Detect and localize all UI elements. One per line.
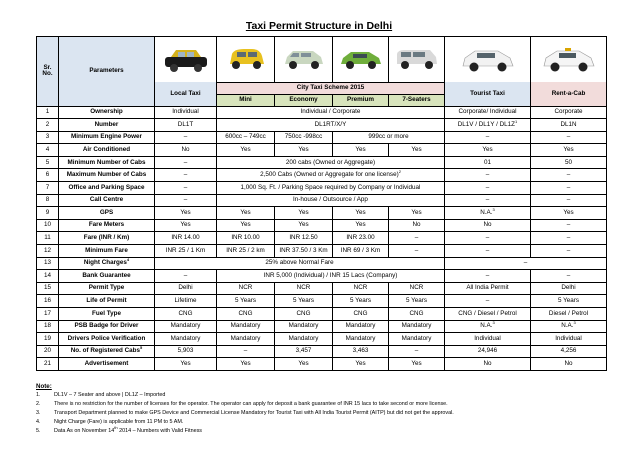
table-row [37,245,607,258]
cell-mini: Mandatory [217,320,275,333]
cell-seaters: Yes [389,207,445,220]
header-mini: Mini [217,94,275,106]
cell-tourist: – [445,295,531,308]
header-city-taxi-scheme: City Taxi Scheme 2015 [217,82,445,94]
row-parameter: Minimum Engine Power [59,131,155,144]
cell-local-city: 25% above Normal Fare [155,257,445,270]
rent-a-cab-car-icon [541,45,597,75]
cell-city: 1,000 Sq. Ft. / Parking Space required by Company or Individual [217,182,445,195]
row-parameter: Advertisement [59,358,155,371]
cell-local: Mandatory [155,333,217,346]
table-row [37,295,607,308]
row-parameter: Bank Guarantee [59,270,155,283]
cell-tourist: CNG / Diesel / Petrol [445,308,531,321]
row-number: 12 [37,245,59,258]
cell-mini: – [217,345,275,358]
row-parameter: GPS [59,207,155,220]
cell-mini: INR 10.00 [217,232,275,245]
cell-premium: Yes [333,144,389,157]
cell-rent [531,320,607,333]
economy-car-icon [281,46,327,72]
cell-economy: INR 37.50 / 3 Km [275,245,333,258]
table-row [37,270,607,283]
cell-tourist: – [445,131,531,144]
table-row [37,358,607,371]
premium-car-icon [338,46,384,72]
cell-seaters: – [389,232,445,245]
table-row [37,207,607,220]
cell-seaters: – [389,245,445,258]
cell-rent: Yes [531,144,607,157]
row-number: 9 [37,207,59,220]
cell-tourist-text: DL1V / DL1Y / DL1Z [457,120,516,128]
cell-city: DL1RT/X/Y [217,119,445,132]
cell-mini: Mandatory [217,333,275,346]
cell-premium: Yes [333,358,389,371]
note-item [36,418,606,427]
cell-tourist [445,207,531,220]
cell-local: INR 14.00 [155,232,217,245]
cell-local: Lifetime [155,295,217,308]
cell-economy: Mandatory [275,320,333,333]
note-text: Transport Department planned to make GPS Device and Commercial License Mandatory for Tourist Taxi with All India Tourist Permit (AITP) but did not get the approval. [54,410,454,416]
row-number: 18 [37,320,59,333]
cell-mini: Yes [217,219,275,232]
row-parameter-text: Night Charges [83,259,127,267]
cell-local: – [155,270,217,283]
row-parameter: PSB Badge for Driver [59,320,155,333]
mini-car-icon [224,46,268,72]
cell-tourist: – [445,245,531,258]
taxi-permit-table [36,36,607,371]
row-number: 21 [37,358,59,371]
cell-seaters: NCR [389,282,445,295]
table-row [37,282,607,295]
row-number: 20 [37,345,59,358]
cell-local: Yes [155,207,217,220]
cell-rent: – [531,182,607,195]
cell-premium: 3,463 [333,345,389,358]
row-parameter [59,257,155,270]
cell-seaters: Yes [389,358,445,371]
cell-tourist: Corporate/ Individual [445,106,531,119]
cell-rent: – [531,245,607,258]
cell-seaters: 5 Years [389,295,445,308]
cell-city: Individual / Corporate [217,106,445,119]
cell-tourist: No [445,358,531,371]
cell-local: – [155,156,217,169]
note-text: Night Charge (Fare) is applicable from 11 PM to 5 AM. [54,419,184,425]
cell-seaters: Mandatory [389,333,445,346]
cell-mini: 600cc – 749cc [217,131,275,144]
cell-premium: 5 Years [333,295,389,308]
table-row [37,345,607,358]
header-7-seaters: 7-Seaters [389,94,445,106]
note-number: 5. [36,428,41,434]
cell-local: Yes [155,358,217,371]
cell-tourist: All India Permit [445,282,531,295]
cell-seaters: Mandatory [389,320,445,333]
footnote-marker: 1 [515,118,518,124]
cell-local: Individual [155,106,217,119]
note-number: 2. [36,401,41,407]
cell-premium-seaters: 999cc or more [333,131,445,144]
row-number: 10 [37,219,59,232]
header-parameters: Parameters [59,37,155,107]
cell-seaters: – [389,345,445,358]
row-number: 3 [37,131,59,144]
cell-mini: INR 25 / 2 km [217,245,275,258]
row-parameter: Life of Permit [59,295,155,308]
row-parameter: Call Centre [59,194,155,207]
row-number: 5 [37,156,59,169]
note-number: 1. [36,392,41,398]
header-premium: Premium [333,94,389,106]
premium-picture [333,37,389,83]
cell-mini: Yes [217,358,275,371]
cell-economy: 3,457 [275,345,333,358]
cell-local: Delhi [155,282,217,295]
cell-local: DL1T [155,119,217,132]
row-number: 2 [37,119,59,132]
cell-mini: NCR [217,282,275,295]
cell-city: 200 cabs (Owned or Aggregate) [217,156,445,169]
footnote-marker: 4 [126,257,130,263]
ordinal-suffix: th [114,425,118,431]
cell-economy: INR 12.50 [275,232,333,245]
cell-tourist: Individual [445,333,531,346]
cell-economy: 5 Years [275,295,333,308]
cell-rent: – [531,169,607,182]
table-row [37,333,607,346]
table-row [37,232,607,245]
cell-economy: CNG [275,308,333,321]
row-number: 15 [37,282,59,295]
row-number: 11 [37,232,59,245]
cell-economy: NCR [275,282,333,295]
header-local-taxi: Local Taxi [155,82,217,106]
cell-rent: Individual [531,333,607,346]
cell-tourist-rent: – [445,257,607,270]
row-parameter: Minimum Number of Cabs [59,156,155,169]
row-parameter: Permit Type [59,282,155,295]
footnote-marker: 3 [573,320,576,326]
mini-picture [217,37,275,83]
cell-tourist: – [445,169,531,182]
row-parameter: Number [59,119,155,132]
footnote-marker: 3 [492,206,495,212]
cell-local: CNG [155,308,217,321]
row-number: 4 [37,144,59,157]
table-row [37,257,607,270]
cell-mini: CNG [217,308,275,321]
note-item [36,409,606,418]
table-row [37,320,607,333]
note-number: 3. [36,410,41,416]
row-parameter-text: No. of Registered Cabs [70,347,141,355]
cell-premium: Mandatory [333,320,389,333]
cell-seaters: CNG [389,308,445,321]
row-parameter: Maximum Number of Cabs [59,169,155,182]
cell-premium: Yes [333,219,389,232]
table-row [37,106,607,119]
header-economy: Economy [275,94,333,106]
table-row [37,169,607,182]
cell-seaters: No [389,219,445,232]
row-parameter: Office and Parking Space [59,182,155,195]
row-parameter: Fuel Type [59,308,155,321]
note-item [36,391,606,400]
cell-rent: Corporate [531,106,607,119]
cell-mini: 5 Years [217,295,275,308]
rent-a-cab-picture [531,37,607,83]
cell-economy: Yes [275,207,333,220]
cell-rent: – [531,131,607,144]
cell-economy: Mandatory [275,333,333,346]
footnote-marker: 3 [492,320,495,326]
note-item [36,400,606,409]
cell-local: 5,903 [155,345,217,358]
table-row [37,182,607,195]
table-row [37,194,607,207]
footnote-marker: 2 [398,169,401,175]
table-row [37,219,607,232]
row-number: 14 [37,270,59,283]
cell-tourist: – [445,232,531,245]
notes-heading: Note: [36,383,52,390]
cell-mini: Yes [217,144,275,157]
note-text [54,427,202,436]
tourist-taxi-car-icon [460,45,516,75]
cell-rent: – [531,232,607,245]
row-parameter: Fare (INR / Km) [59,232,155,245]
row-number: 7 [37,182,59,195]
cell-local: – [155,131,217,144]
cell-premium: Mandatory [333,333,389,346]
cell-rent: Diesel / Petrol [531,308,607,321]
cell-tourist: – [445,194,531,207]
cell-economy: Yes [275,144,333,157]
row-parameter: Drivers Police Verification [59,333,155,346]
note-text: DL1V – 7 Seater and above | DL1Z – Imported [54,392,166,398]
cell-rent: – [531,270,607,283]
cell-city-text: 2,500 Cabs (Owned or Aggregate for one license) [260,171,399,179]
cell-economy: Yes [275,219,333,232]
footnote-marker: 5 [140,345,143,351]
cell-rent: DL1N [531,119,607,132]
tourist-taxi-picture [445,37,531,83]
table-row [37,156,607,169]
cell-rent-text: N.A. [561,322,574,330]
seaters-picture [389,37,445,83]
cell-local: Yes [155,219,217,232]
cell-tourist: – [445,182,531,195]
note-number: 4. [36,419,41,425]
cell-tourist: 01 [445,156,531,169]
row-parameter [59,345,155,358]
cell-premium: Yes [333,207,389,220]
cell-rent: Delhi [531,282,607,295]
cell-local: – [155,194,217,207]
cell-rent: 50 [531,156,607,169]
cell-seaters: Yes [389,144,445,157]
notes-section [36,382,606,436]
cell-premium: CNG [333,308,389,321]
row-number: 16 [37,295,59,308]
cell-rent: 4,256 [531,345,607,358]
note-text-part: Data As on November 14 [54,428,115,434]
cell-rent: – [531,219,607,232]
row-number: 19 [37,333,59,346]
page-title: Taxi Permit Structure in Delhi [245,20,393,32]
row-parameter: Fare Meters [59,219,155,232]
cell-rent: No [531,358,607,371]
cell-local: INR 25 / 1 Km [155,245,217,258]
cell-premium: INR 69 / 3 Km [333,245,389,258]
cell-local: Mandatory [155,320,217,333]
cell-tourist [445,119,531,132]
cell-city [217,169,445,182]
table-row [37,308,607,321]
cell-tourist: 24,946 [445,345,531,358]
cell-mini: Yes [217,207,275,220]
cell-local: No [155,144,217,157]
header-rent-a-cab: Rent-a-Cab [531,82,607,106]
economy-picture [275,37,333,83]
cell-tourist [445,320,531,333]
local-taxi-picture [155,37,217,83]
cell-rent: Yes [531,207,607,220]
note-text-part: 2014 – Numbers with Valid Fitness [117,428,202,434]
cell-local: – [155,182,217,195]
cell-tourist: Yes [445,144,531,157]
table-row [37,144,607,157]
row-number: 17 [37,308,59,321]
cell-rent: 5 Years [531,295,607,308]
cell-tourist: No [445,219,531,232]
cell-city: In-house / Outsource / App [217,194,445,207]
row-number: 8 [37,194,59,207]
cell-premium: INR 23.00 [333,232,389,245]
note-text: There is no restriction for the number of licenses for the operator. The operator can apply for deposit a bank guarantee of INR 15 lacs to take second or more license. [54,401,448,407]
local-taxi-car-icon [161,47,211,73]
row-parameter: Ownership [59,106,155,119]
header-sr-no: Sr. No. [37,37,59,107]
cell-rent: – [531,194,607,207]
table-row [37,131,607,144]
cell-city: INR 5,000 (Individual) / INR 15 Lacs (Company) [217,270,445,283]
cell-tourist-text: N.A. [480,208,493,216]
row-number: 13 [37,257,59,270]
cell-premium: NCR [333,282,389,295]
row-parameter: Air Conditioned [59,144,155,157]
cell-economy: Yes [275,358,333,371]
row-number: 6 [37,169,59,182]
cell-tourist-text: N.A. [480,322,493,330]
note-item [36,427,606,436]
seven-seater-car-icon [394,46,440,72]
table-row [37,119,607,132]
row-parameter: Minimum Fare [59,245,155,258]
row-number: 1 [37,106,59,119]
cell-tourist: – [445,270,531,283]
cell-economy: 750cc -998cc [275,131,333,144]
cell-local: – [155,169,217,182]
header-tourist-taxi: Tourist Taxi [445,82,531,106]
